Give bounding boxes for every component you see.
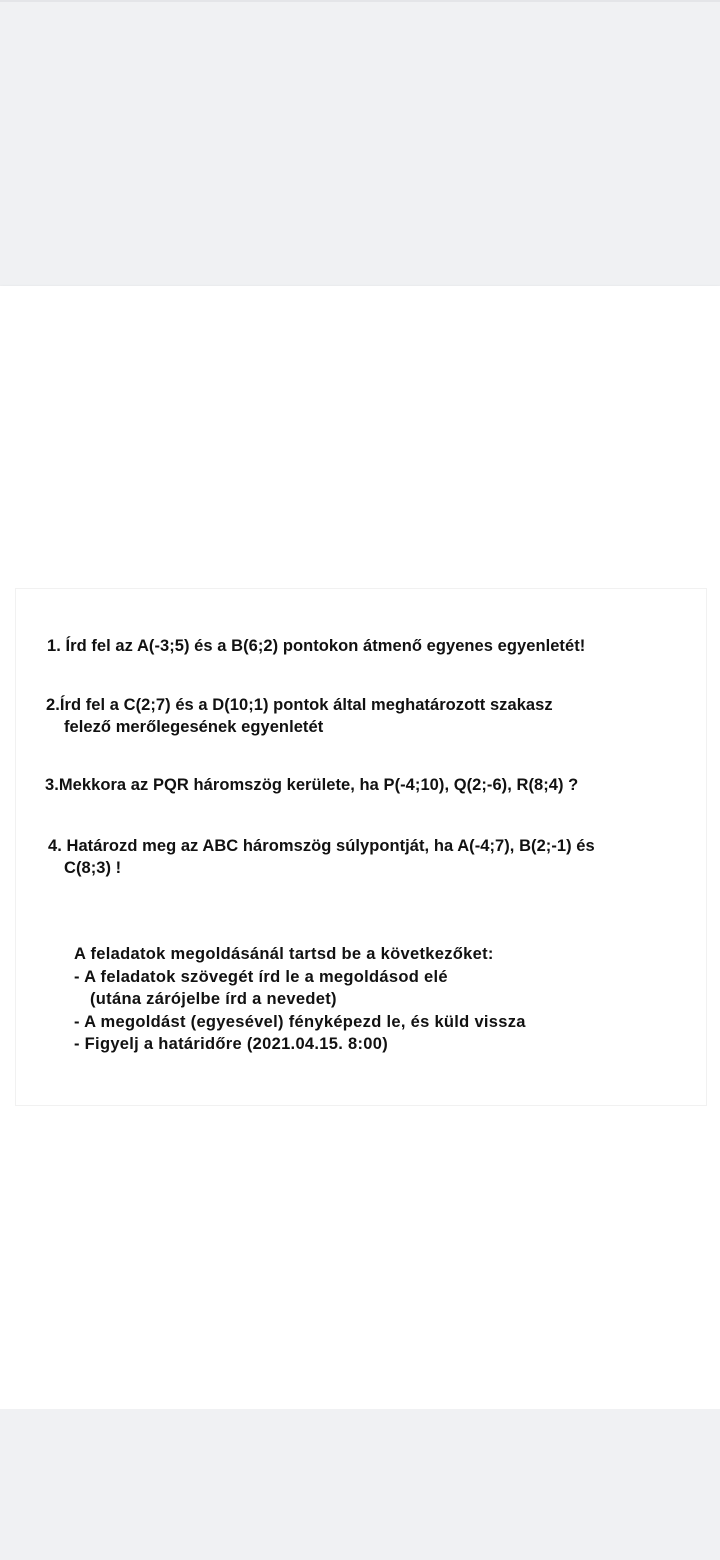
- image-viewer[interactable]: [0, 286, 720, 1409]
- task-3: [45, 774, 578, 796]
- document-page: [15, 588, 707, 1106]
- task-2-text-line1: 2.Írd fel a C(2;7) és a D(10;1) pontok által meghatározott szakasz: [46, 696, 553, 714]
- task-4-text-line2: C(8;3) !: [64, 859, 122, 877]
- bottom-bar: [0, 1409, 720, 1560]
- instruction-item: - A feladatok szövegét írd le a megoldásod elé: [74, 967, 448, 986]
- instruction-item: (utána zárójelbe írd a nevedet): [90, 990, 337, 1008]
- instructions: [74, 943, 526, 1056]
- top-bar: [0, 0, 720, 286]
- task-1: [47, 635, 585, 657]
- task-3-text: 3.Mekkora az PQR háromszög kerülete, ha P(-4;10), Q(2;-6), R(8;4) ?: [45, 776, 579, 794]
- instruction-item: - Figyelj a határidőre (2021.04.15. 8:00): [74, 1035, 389, 1053]
- task-4: [48, 835, 595, 879]
- instruction-item: - A megoldást (egyesével) fényképezd le, és küld vissza: [74, 1012, 526, 1031]
- task-1-text: 1. Írd fel az A(-3;5) és a B(6;2) pontokon átmenő egyenes egyenletét!: [47, 637, 586, 655]
- top-divider: [0, 0, 720, 2]
- task-4-text-line1: 4. Határozd meg az ABC háromszög súlypontját, ha A(-4;7), B(2;-1) és: [48, 837, 595, 855]
- task-2-text-line2: felező merőlegesének egyenletét: [64, 718, 324, 736]
- task-2: [46, 694, 553, 738]
- instructions-heading: A feladatok megoldásánál tartsd be a következőket:: [74, 945, 494, 963]
